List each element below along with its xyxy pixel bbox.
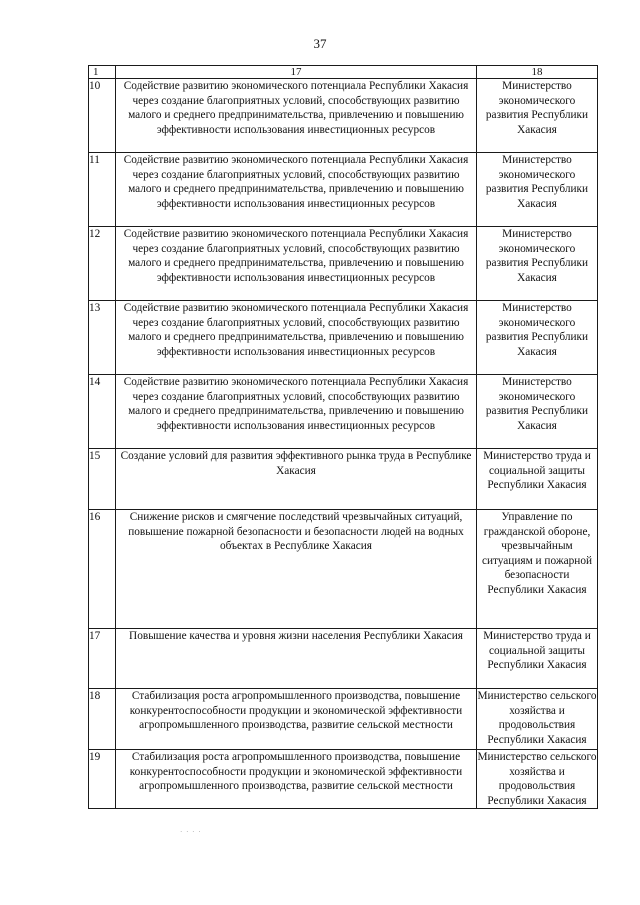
scan-artifact: · · · · — [180, 828, 202, 836]
table-row — [89, 79, 598, 153]
goal-cell: Содействие развитию экономического потенциала Республики Хакасия через создание благоприятных условий, способствующих развитию малого и среднего предпринимательства, привлечению и повышению эффективности использования инвестиционных ресурсов — [116, 79, 477, 153]
goal-cell: Содействие развитию экономического потенциала Республики Хакасия через создание благоприятных условий, способствующих развитию малого и среднего предпринимательства, привлечению и повышению эффективности использования инвестиционных ресурсов — [116, 227, 477, 301]
goal-cell: Стабилизация роста агропромышленного производства, повышение конкурентоспособности продукции и экономической эффективности агропромышленного производства, развитие сельской местности — [116, 689, 477, 750]
table-row — [89, 153, 598, 227]
page-number: 37 — [313, 36, 327, 51]
organization-cell: Министерство сельского хозяйства и продовольствия Республики Хакасия — [477, 750, 598, 809]
organization-cell: Министерство сельского хозяйства и продовольствия Республики Хакасия — [477, 689, 598, 750]
table-row — [89, 510, 598, 629]
table-row — [89, 629, 598, 689]
row-number: 14 — [89, 375, 116, 449]
row-number: 18 — [89, 689, 116, 750]
goal-cell: Повышение качества и уровня жизни населения Республики Хакасия — [116, 629, 477, 689]
row-number: 13 — [89, 301, 116, 375]
organization-cell: Министерство труда и социальной защиты Республики Хакасия — [477, 449, 598, 510]
table-header-row — [89, 66, 598, 79]
goal-cell: Снижение рисков и смягчение последствий чрезвычайных ситуаций, повышение пожарной безопасности и безопасности людей на водных объектах в Республике Хакасия — [116, 510, 477, 629]
row-number: 11 — [89, 153, 116, 227]
table-row — [89, 689, 598, 750]
goal-cell: Содействие развитию экономического потенциала Республики Хакасия через создание благоприятных условий, способствующих развитию малого и среднего предпринимательства, привлечению и повышению эффективности использования инвестиционных ресурсов — [116, 301, 477, 375]
organization-cell: Министерство экономического развития Республики Хакасия — [477, 227, 598, 301]
table-row — [89, 449, 598, 510]
goal-cell: Содействие развитию экономического потенциала Республики Хакасия через создание благоприятных условий, способствующих развитию малого и среднего предпринимательства, привлечению и повышению эффективности использования инвестиционных ресурсов — [116, 153, 477, 227]
document-table — [88, 65, 598, 809]
row-number: 15 — [89, 449, 116, 510]
row-number: 19 — [89, 750, 116, 809]
organization-cell: Министерство труда и социальной защиты Республики Хакасия — [477, 629, 598, 689]
table-row — [89, 375, 598, 449]
organization-cell: Министерство экономического развития Республики Хакасия — [477, 153, 598, 227]
row-number: 17 — [89, 629, 116, 689]
organization-cell: Министерство экономического развития Республики Хакасия — [477, 301, 598, 375]
organization-cell: Министерство экономического развития Республики Хакасия — [477, 79, 598, 153]
table-row — [89, 301, 598, 375]
header-col-1: 1 — [89, 66, 116, 79]
row-number: 12 — [89, 227, 116, 301]
goal-cell: Создание условий для развития эффективного рынка труда в Республике Хакасия — [116, 449, 477, 510]
organization-cell: Управление по гражданской обороне, чрезвычайным ситуациям и пожарной безопасности Республики Хакасия — [477, 510, 598, 629]
goal-cell: Стабилизация роста агропромышленного производства, повышение конкурентоспособности продукции и экономической эффективности агропромышленного производства, развитие сельской местности — [116, 750, 477, 809]
row-number: 10 — [89, 79, 116, 153]
goal-cell: Содействие развитию экономического потенциала Республики Хакасия через создание благоприятных условий, способствующих развитию малого и среднего предпринимательства, привлечению и повышению эффективности использования инвестиционных ресурсов — [116, 375, 477, 449]
header-col-18: 18 — [477, 66, 598, 79]
organization-cell: Министерство экономического развития Республики Хакасия — [477, 375, 598, 449]
table-row — [89, 227, 598, 301]
header-col-17: 17 — [116, 66, 477, 79]
row-number: 16 — [89, 510, 116, 629]
table-row — [89, 750, 598, 809]
